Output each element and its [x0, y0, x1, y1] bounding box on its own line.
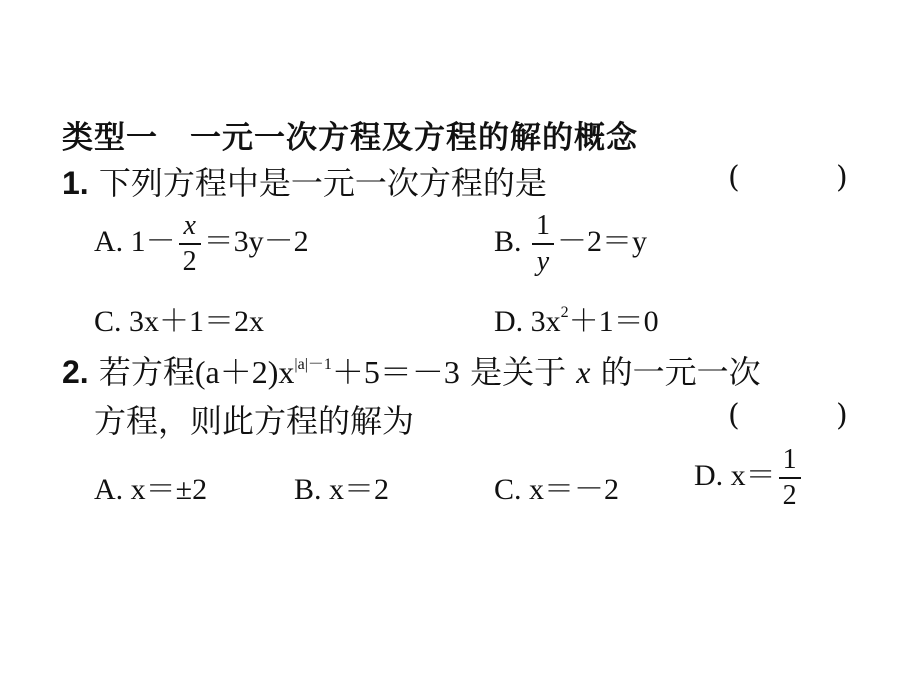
- exponent: |a|－1: [294, 356, 332, 373]
- q2-option-c: [494, 464, 619, 508]
- q2-option-b: [294, 464, 389, 508]
- q1-option-a: [94, 212, 309, 276]
- q2-option-a: [94, 464, 207, 508]
- equation-base: (a＋2)x: [194, 354, 295, 390]
- answer-bracket-2-open: (: [728, 398, 740, 433]
- question-1-number: 1.: [62, 165, 89, 201]
- option-label: C.: [494, 473, 522, 506]
- superscript: 2: [560, 304, 569, 321]
- option-d-pre: 3x: [530, 305, 561, 338]
- option-c-expr: 3x＋1＝2x: [129, 305, 265, 338]
- option-label: B.: [294, 473, 322, 506]
- option-d-post: ＋1＝0: [568, 305, 659, 338]
- option-label: D.: [694, 458, 724, 492]
- fraction-denominator: y: [536, 246, 550, 277]
- q2-option-d: [694, 446, 804, 510]
- fraction: [779, 446, 801, 510]
- fraction-denominator: 2: [182, 246, 197, 277]
- question-1-text: 下列方程中是一元一次方程的是: [98, 164, 547, 202]
- question-2-text-mid: 是关于: [470, 353, 567, 391]
- option-c-expr: x＝－2: [529, 473, 620, 506]
- answer-bracket-1-close: ): [836, 160, 848, 195]
- question-2-text-before: 若方程: [98, 353, 195, 391]
- q1-option-d: [494, 296, 659, 340]
- option-label: D.: [494, 305, 524, 338]
- option-a-post: ＝3y－2: [203, 224, 309, 258]
- option-b-post: －2＝y: [557, 224, 648, 258]
- fraction-numerator: 1: [779, 446, 801, 479]
- equation-rest: ＋5＝－3: [331, 354, 460, 390]
- q1-option-c: [94, 296, 264, 340]
- option-label: A.: [94, 473, 124, 506]
- answer-bracket-2-close: ): [836, 398, 848, 433]
- option-label: A.: [94, 224, 124, 258]
- answer-bracket-1-open: (: [728, 160, 740, 195]
- option-label: C.: [94, 305, 122, 338]
- section-title: 类型一 一元一次方程及方程的解的概念: [62, 120, 638, 156]
- fraction-denominator: 2: [782, 480, 797, 511]
- option-label: B.: [494, 224, 522, 258]
- question-2-number: 2.: [62, 354, 89, 390]
- fraction-numerator: x: [179, 212, 201, 245]
- fraction-numerator: 1: [532, 212, 554, 245]
- option-a-pre: 1－: [130, 224, 176, 258]
- option-d-pre: x＝: [730, 458, 776, 492]
- question-2-line-2: 方程，则此方程的解为: [94, 402, 415, 440]
- fraction: [532, 212, 554, 276]
- variable-x: x: [576, 354, 591, 390]
- fraction: [179, 212, 201, 276]
- q1-option-b: [494, 212, 647, 276]
- question-2-text-after: 的一元一次: [600, 353, 761, 391]
- question-2: [62, 347, 761, 393]
- option-a-expr: x＝±2: [130, 473, 208, 506]
- option-b-expr: x＝2: [329, 473, 390, 506]
- question-1: [62, 158, 547, 204]
